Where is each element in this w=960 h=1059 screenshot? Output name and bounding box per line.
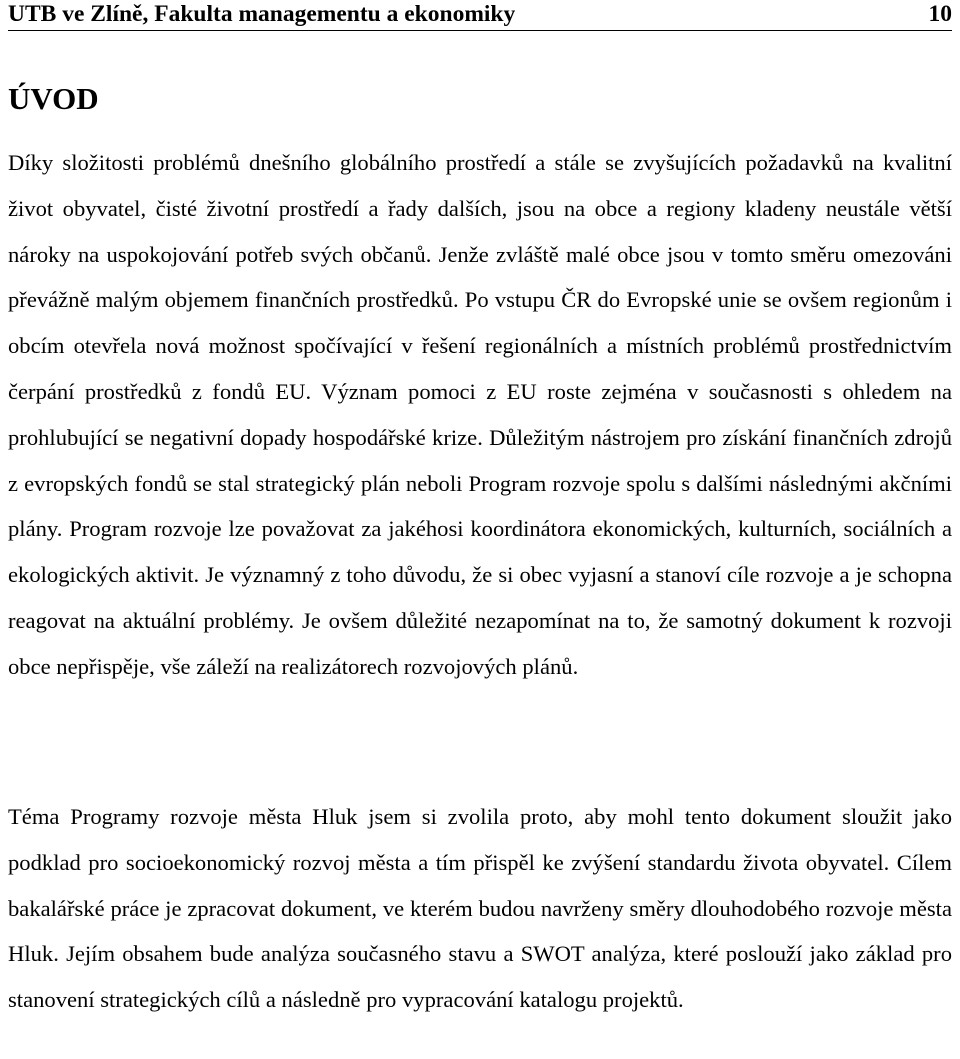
page-header <box>8 0 952 31</box>
intro-paragraph-2: Téma Programy rozvoje města Hluk jsem si zvolila proto, aby mohl tento dokument sloužit jako podklad pro socioekonomický rozvoj města a tím přispěl ke zvýšení standardu života obyvatel. Cílem bakalářské práce je zpracovat dokument, ve kterém budou navrženy směry dlouhodobého rozvoje města Hluk. Jejím obsahem bude analýza současného stavu a SWOT analýza, které poslouží jako základ pro stanovení strategických cílů a následně pro vypracování katalogu projektů. <box>8 804 952 1013</box>
page-number: 10 <box>928 1 952 27</box>
header-title: UTB ve Zlíně, Fakulta managementu a ekonomiky <box>8 1 516 27</box>
intro-paragraph-1: Díky složitosti problémů dnešního globálního prostředí a stále se zvyšujících požadavků na kvalitní život obyvatel, čisté životní prostředí a řady dalších, jsou na obce a regiony kladeny neustále větší nároky na uspokojování potřeb svých občanů. Jenže zvláště malé obce jsou v tomto směru omezováni převážně malým objemem finančních prostředků. Po vstupu ČR do Evropské unie se ovšem regionům i obcím otevřela nová možnost spočívající v řešení regionálních a místních problémů prostřednictvím čerpání prostředků z fondů EU. Význam pomoci z EU roste zejména v současnosti s ohledem na prohlubující se negativní dopady hospodářské krize. Důležitým nástrojem pro získání finančních zdrojů z evropských fondů se stal strategický plán neboli Program rozvoje spolu s dalšími následnými akčními plány. Program rozvoje lze považovat za jakéhosi koordinátora ekonomických, kulturních, sociálních a ekologických aktivit. Je významný z toho důvodu, že si obec vyjasní a stanoví cíle rozvoje a je schopna reagovat na aktuální problémy. Je ovšem důležité nezapomínat na to, že samotný dokument k rozvoji obce nepřispěje, vše záleží na realizátorech rozvojových plánů. <box>8 150 952 679</box>
chapter-heading: ÚVOD <box>8 81 99 116</box>
